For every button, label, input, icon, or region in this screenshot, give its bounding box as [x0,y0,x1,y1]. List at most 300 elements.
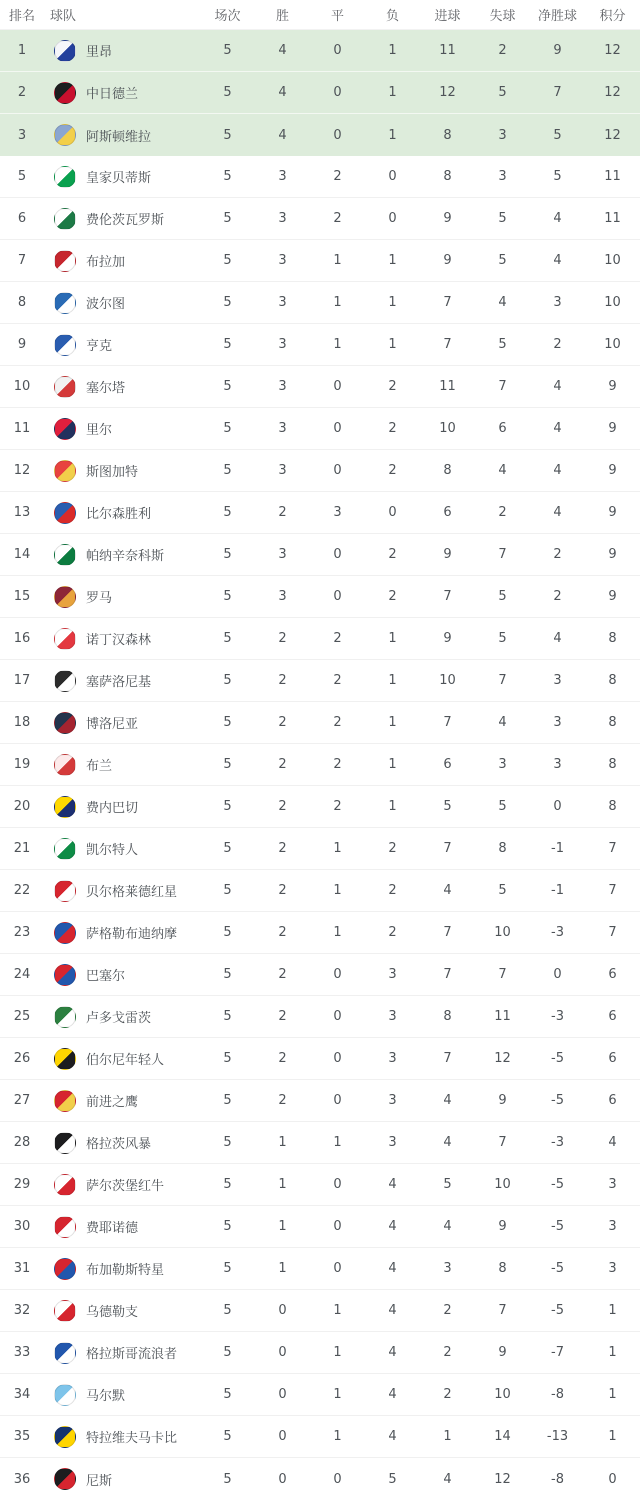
draws: 0 [333,43,342,58]
rank: 33 [13,1345,31,1360]
goal-diff: 4 [553,253,562,268]
rank: 8 [17,295,27,310]
team-name: 费伦茨瓦罗斯 [86,213,165,228]
matches-played: 5 [223,127,232,143]
team-logo-icon [54,838,76,860]
losses: 4 [388,1387,397,1402]
team-name: 布拉加 [86,255,126,270]
goal-diff: 4 [553,379,562,394]
goals-for: 7 [443,715,452,730]
draws: 1 [333,925,342,940]
losses: 1 [388,43,397,58]
goals-for: 8 [443,169,452,184]
team-name: 布加勒斯特星 [86,1263,165,1278]
matches-played: 5 [223,1303,232,1318]
table-body [0,30,640,1500]
rank: 32 [13,1303,31,1318]
draws: 2 [333,169,342,184]
goals-for: 10 [439,421,456,436]
goal-diff: -5 [551,1261,564,1276]
matches-played: 5 [223,1177,232,1192]
team-logo-icon [54,1132,76,1154]
goals-for: 2 [443,1387,452,1402]
team-name: 萨格勒布迪纳摩 [86,927,178,942]
goals-for: 6 [443,505,452,520]
team-logo-icon [54,40,76,62]
goals-for: 4 [443,1471,452,1487]
losses: 4 [388,1261,397,1276]
draws: 2 [333,757,342,772]
goals-against: 7 [498,547,507,562]
points: 6 [608,967,617,982]
draws: 1 [333,1387,342,1402]
points: 0 [608,1471,617,1487]
team-name: 马尔默 [86,1389,126,1404]
draws: 0 [333,967,342,982]
team-name: 格拉斯哥流浪者 [86,1347,178,1362]
draws: 1 [333,253,342,268]
team-logo-icon [54,922,76,944]
team-cell [44,796,200,818]
draws: 0 [333,1093,342,1108]
rank: 19 [13,757,31,772]
draws: 1 [333,883,342,898]
team-logo-icon [54,250,76,272]
losses: 2 [388,463,397,478]
goals-for: 7 [443,589,452,604]
team-logo-icon [54,460,76,482]
table-row[interactable] [0,30,640,72]
goal-diff: 2 [553,589,562,604]
table-row[interactable] [0,240,640,282]
goals-against: 9 [498,1093,507,1108]
goals-against: 6 [498,421,507,436]
goals-against: 4 [498,715,507,730]
team-cell [44,208,200,230]
table-row[interactable] [0,576,640,618]
table-row[interactable] [0,114,640,156]
matches-played: 5 [223,421,232,436]
draws: 0 [333,421,342,436]
team-logo-icon [54,754,76,776]
team-logo-icon [54,166,76,188]
team-name: 里昂 [86,45,113,60]
matches-played: 5 [223,673,232,688]
team-logo-icon [54,1300,76,1322]
team-cell [44,1048,200,1070]
team-name: 塞尔塔 [86,381,126,396]
rank: 9 [17,337,27,352]
goals-for: 1 [443,1429,452,1444]
col-loss: 负 [385,9,399,24]
draws: 0 [333,589,342,604]
losses: 0 [388,169,397,184]
goals-against: 3 [498,169,507,184]
team-name: 格拉茨风暴 [86,1137,152,1152]
points: 7 [608,841,617,856]
table-row[interactable] [0,1458,640,1500]
matches-played: 5 [223,925,232,940]
rank: 31 [13,1261,31,1276]
wins: 0 [278,1471,287,1487]
points: 7 [608,883,617,898]
goals-against: 8 [498,1261,507,1276]
team-cell [44,1216,200,1238]
goals-against: 10 [494,1387,511,1402]
points: 8 [608,757,617,772]
team-logo-icon [54,418,76,440]
goals-for: 8 [443,127,452,143]
losses: 1 [388,631,397,646]
team-logo-icon [54,1342,76,1364]
team-name: 费内巴切 [86,801,139,816]
goals-for: 7 [443,967,452,982]
team-name: 帕纳辛奈科斯 [86,549,165,564]
table-row[interactable] [0,282,640,324]
points: 6 [608,1009,617,1024]
goal-diff: -5 [551,1177,564,1192]
goal-diff: 7 [553,85,562,100]
team-name: 斯图加特 [86,465,139,480]
wins: 2 [278,967,287,982]
goals-against: 5 [498,883,507,898]
team-cell [44,964,200,986]
matches-played: 5 [223,1387,232,1402]
team-cell [44,1300,200,1322]
goals-against: 2 [498,505,507,520]
goals-for: 7 [443,925,452,940]
wins: 3 [278,589,287,604]
points: 11 [604,169,621,184]
col-goals-for: 进球 [434,9,461,24]
team-cell [44,1006,200,1028]
team-logo-icon [54,1384,76,1406]
goals-for: 2 [443,1303,452,1318]
points: 9 [608,547,617,562]
rank: 15 [13,589,31,604]
matches-played: 5 [223,337,232,352]
table-row[interactable] [0,870,640,912]
team-cell [44,1384,200,1406]
goals-for: 5 [443,1177,452,1192]
wins: 3 [278,337,287,352]
goals-for: 7 [443,337,452,352]
draws: 1 [333,841,342,856]
table-row[interactable] [0,1038,640,1080]
goals-for: 9 [443,253,452,268]
team-cell [44,1132,200,1154]
team-logo-icon [54,544,76,566]
col-draw: 平 [330,9,344,24]
wins: 2 [278,1051,287,1066]
table-row[interactable] [0,198,640,240]
col-played: 场次 [214,9,241,24]
goals-against: 12 [494,1471,511,1487]
rank: 34 [13,1387,31,1402]
rank: 24 [13,967,31,982]
goal-diff: 4 [553,505,562,520]
goals-for: 8 [443,463,452,478]
points: 8 [608,673,617,688]
goals-for: 11 [439,379,456,394]
wins: 2 [278,505,287,520]
losses: 4 [388,1177,397,1192]
rank: 29 [13,1177,31,1192]
goals-against: 5 [498,337,507,352]
points: 10 [604,295,621,310]
table-row[interactable] [0,1416,640,1458]
team-name: 贝尔格莱德红星 [86,885,178,900]
table-row[interactable] [0,72,640,114]
goal-diff: 4 [553,463,562,478]
rank: 26 [13,1051,31,1066]
team-logo-icon [54,82,76,104]
team-logo-icon [54,964,76,986]
table-row[interactable] [0,366,640,408]
team-cell [44,922,200,944]
losses: 3 [388,1135,397,1150]
table-row[interactable] [0,828,640,870]
matches-played: 5 [223,1009,232,1024]
table-row[interactable] [0,324,640,366]
table-row[interactable] [0,156,640,198]
goals-against: 9 [498,1345,507,1360]
losses: 1 [388,295,397,310]
points: 11 [604,211,621,226]
team-cell [44,880,200,902]
rank: 21 [13,841,31,856]
team-cell [44,1342,200,1364]
losses: 3 [388,967,397,982]
rank: 23 [13,925,31,940]
losses: 1 [388,673,397,688]
rank: 30 [13,1219,31,1234]
team-logo-icon [54,1174,76,1196]
goal-diff: -1 [551,883,564,898]
table-row[interactable] [0,786,640,828]
wins: 0 [278,1387,287,1402]
wins: 1 [278,1177,287,1192]
team-name: 萨尔茨堡红牛 [86,1179,165,1194]
rank: 10 [13,379,31,394]
wins: 1 [278,1261,287,1276]
table-row[interactable] [0,1122,640,1164]
rank: 16 [13,631,31,646]
matches-played: 5 [223,295,232,310]
matches-played: 5 [223,1429,232,1444]
table-row[interactable] [0,1164,640,1206]
matches-played: 5 [223,841,232,856]
table-row[interactable] [0,1080,640,1122]
matches-played: 5 [223,967,232,982]
table-row[interactable] [0,702,640,744]
points: 10 [604,337,621,352]
goals-for: 4 [443,1093,452,1108]
points: 9 [608,421,617,436]
goal-diff: 5 [553,127,562,143]
team-logo-icon [54,880,76,902]
draws: 3 [333,505,342,520]
matches-played: 5 [223,547,232,562]
team-name: 特拉维夫马卡比 [86,1431,178,1446]
table-row[interactable] [0,1206,640,1248]
goal-diff: 3 [553,295,562,310]
losses: 4 [388,1219,397,1234]
table-row[interactable] [0,450,640,492]
points: 1 [608,1345,617,1360]
team-name: 诺丁汉森林 [86,633,152,648]
losses: 1 [388,337,397,352]
team-name: 乌德勒支 [86,1305,139,1320]
team-name: 费耶诺德 [86,1221,139,1236]
matches-played: 5 [223,631,232,646]
goals-for: 9 [443,547,452,562]
table-row[interactable] [0,660,640,702]
wins: 3 [278,253,287,268]
goals-against: 7 [498,1135,507,1150]
rank: 3 [17,127,27,143]
losses: 2 [388,421,397,436]
goal-diff: -13 [546,1429,569,1444]
wins: 2 [278,1093,287,1108]
wins: 4 [278,127,287,143]
draws: 2 [333,715,342,730]
rank: 12 [13,463,31,478]
points: 4 [608,1135,617,1150]
team-cell [44,40,200,62]
goals-against: 7 [498,379,507,394]
matches-played: 5 [223,1051,232,1066]
points: 8 [608,631,617,646]
team-name: 博洛尼亚 [86,717,139,732]
rank: 27 [13,1093,31,1108]
team-logo-icon [54,1216,76,1238]
table-row[interactable] [0,1248,640,1290]
goals-against: 3 [498,757,507,772]
points: 1 [608,1303,617,1318]
col-points: 积分 [599,9,626,24]
table-row[interactable] [0,534,640,576]
goal-diff: -8 [551,1471,564,1487]
table-row[interactable] [0,1290,640,1332]
goal-diff: 4 [553,211,562,226]
goal-diff: -3 [551,1135,564,1150]
matches-played: 5 [223,85,232,100]
draws: 1 [333,295,342,310]
wins: 2 [278,1009,287,1024]
wins: 2 [278,799,287,814]
goal-diff: 3 [553,757,562,772]
draws: 0 [333,1471,342,1487]
goals-against: 12 [494,1051,511,1066]
losses: 4 [388,1429,397,1444]
goals-against: 10 [494,925,511,940]
points: 12 [604,43,621,58]
goals-for: 8 [443,1009,452,1024]
matches-played: 5 [223,1471,232,1487]
matches-played: 5 [223,757,232,772]
team-logo-icon [54,586,76,608]
table-row[interactable] [0,954,640,996]
losses: 3 [388,1009,397,1024]
table-row[interactable] [0,744,640,786]
matches-played: 5 [223,715,232,730]
losses: 1 [388,799,397,814]
team-logo-icon [54,376,76,398]
draws: 1 [333,337,342,352]
wins: 4 [278,43,287,58]
team-name: 前进之鹰 [86,1095,139,1110]
goals-against: 7 [498,967,507,982]
goal-diff: -5 [551,1219,564,1234]
goal-diff: 3 [553,715,562,730]
matches-played: 5 [223,1261,232,1276]
points: 3 [608,1177,617,1192]
team-logo-icon [54,1048,76,1070]
rank: 36 [13,1471,31,1487]
goal-diff: 5 [553,169,562,184]
losses: 2 [388,925,397,940]
team-name: 亨克 [86,339,113,354]
rank: 14 [13,547,31,562]
team-cell [44,544,200,566]
goal-diff: 3 [553,673,562,688]
table-row[interactable] [0,996,640,1038]
rank: 18 [13,715,31,730]
goals-for: 10 [439,673,456,688]
wins: 3 [278,295,287,310]
goals-for: 5 [443,799,452,814]
team-cell [44,712,200,734]
table-row[interactable] [0,912,640,954]
team-logo-icon [54,292,76,314]
col-goals-against: 失球 [489,9,516,24]
losses: 2 [388,379,397,394]
table-row[interactable] [0,1374,640,1416]
matches-played: 5 [223,463,232,478]
goals-for: 9 [443,211,452,226]
table-row[interactable] [0,618,640,660]
team-cell [44,1426,200,1448]
matches-played: 5 [223,169,232,184]
goals-against: 14 [494,1429,511,1444]
wins: 2 [278,757,287,772]
table-row[interactable] [0,492,640,534]
rank: 20 [13,799,31,814]
team-cell [44,670,200,692]
goals-for: 3 [443,1261,452,1276]
rank: 7 [17,253,27,268]
goals-against: 7 [498,673,507,688]
draws: 2 [333,211,342,226]
table-row[interactable] [0,408,640,450]
goal-diff: 0 [553,799,562,814]
wins: 1 [278,1135,287,1150]
team-cell [44,838,200,860]
team-cell [44,502,200,524]
team-logo-icon [54,712,76,734]
draws: 0 [333,1177,342,1192]
points: 1 [608,1429,617,1444]
points: 10 [604,253,621,268]
rank: 5 [17,169,27,184]
losses: 1 [388,253,397,268]
table-row[interactable] [0,1332,640,1374]
goals-against: 9 [498,1219,507,1234]
team-logo-icon [54,1258,76,1280]
goal-diff: 2 [553,547,562,562]
rank: 22 [13,883,31,898]
